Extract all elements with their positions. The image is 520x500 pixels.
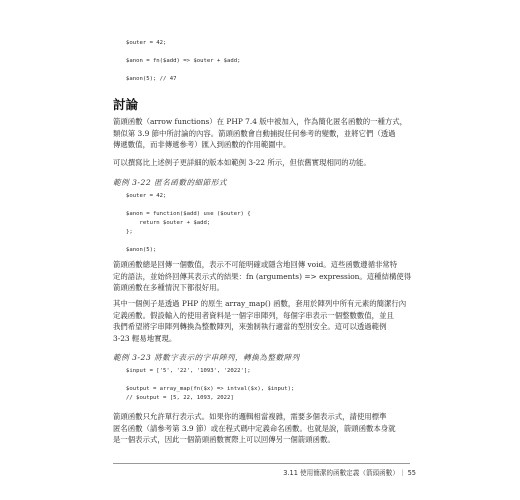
footer-divider bbox=[113, 463, 410, 464]
text-line: 定的語法，並始終回傳其表示式的結果：fn (arguments) => expression。這種結構使得 bbox=[113, 271, 412, 281]
code-block-top bbox=[126, 39, 241, 84]
code-line: $output = array_map(fn($x) => intval($x), $input); bbox=[126, 386, 295, 392]
example-caption-3-22: 範例 3-22 匿名函數的細節形式 bbox=[113, 178, 227, 187]
code-line: // $output = [5, 22, 1093, 2022] bbox=[126, 395, 234, 401]
text-line: 匿名函數（請參考第 3.9 節）或在程式碼中定義命名函數。也就是說，箭頭函數本身就 bbox=[113, 423, 396, 433]
page-footer: 3.11 使用簡潔的函數定義（箭頭函數）｜ 55 bbox=[283, 469, 416, 477]
code-line: }; bbox=[126, 229, 133, 235]
code-line: return $outer + $add; bbox=[126, 220, 211, 226]
text-line: 是一個表示式，因此一個箭頭函數實際上可以回傳另一個箭頭函數。 bbox=[113, 435, 335, 444]
text-line: 箭頭函數總是回傳一個數值，表示不可能明確或隱含地回傳 void。這些函數遵循非常特 bbox=[113, 260, 398, 269]
code-block-3-22 bbox=[126, 192, 251, 255]
code-line: $outer = 42; bbox=[126, 193, 167, 199]
paragraph-4 bbox=[113, 298, 406, 344]
text-line: 我們希望將字串陣列轉換為整數陣列，來強制執行適當的型別安全。這可以透過範例 bbox=[113, 322, 387, 331]
code-line: $anon(5); // 47 bbox=[126, 76, 177, 82]
section-title: 討論 bbox=[113, 97, 139, 112]
code-line: $input = ['5', '22', '1093', '2022']; bbox=[126, 368, 251, 374]
text-line: 其中一個例子是透過 PHP 的原生 array_map() 函數，套用於陣列中所有元素的簡潔行內 bbox=[113, 299, 407, 308]
text-line: 定義函數。假設輸入的使用者資料是一個字串陣列，每個字串表示一個整數數值，並且 bbox=[113, 310, 394, 320]
text-line: 3-23 輕易地實現。 bbox=[113, 333, 177, 343]
text-line: 傳遞數值，而非傳遞參考）匯入到函數的作用範圍中。 bbox=[113, 140, 291, 149]
text-line: 箭頭函數只允許單行表示式。如果你的邏輯相當複雜，需要多個表示式，請使用標準 bbox=[113, 412, 387, 421]
paragraph-3 bbox=[113, 259, 411, 294]
text-line: 箭頭函數在多種情況下都很好用。 bbox=[113, 283, 224, 292]
code-line: $anon(5); bbox=[126, 247, 157, 253]
text-line: 類似第 3.9 節中所討論的內容。箭頭函數會自動捕捉任何參考的變數，並將它們（透過 bbox=[113, 128, 396, 138]
paragraph-2 bbox=[113, 157, 371, 169]
example-caption-3-23: 範例 3-23 將數字表示的字串陣列，轉換為整數陣列 bbox=[113, 353, 300, 362]
text-line: 箭頭函數（arrow functions）在 PHP 7.4 版中被加入，作為簡化匿名函數的一種方式， bbox=[113, 117, 408, 126]
code-line: $anon = function($add) use ($outer) { bbox=[126, 211, 251, 217]
paragraph-1 bbox=[113, 116, 407, 151]
code-line: $outer = 42; bbox=[126, 40, 167, 46]
code-block-3-23 bbox=[126, 367, 294, 403]
text-line: 可以撰寫比上述例子更詳細的版本如範例 3-22 所示，但依舊實現相同的功能。 bbox=[113, 158, 371, 167]
code-line: $anon = fn($add) => $outer + $add; bbox=[126, 58, 241, 64]
paragraph-5 bbox=[113, 411, 396, 446]
